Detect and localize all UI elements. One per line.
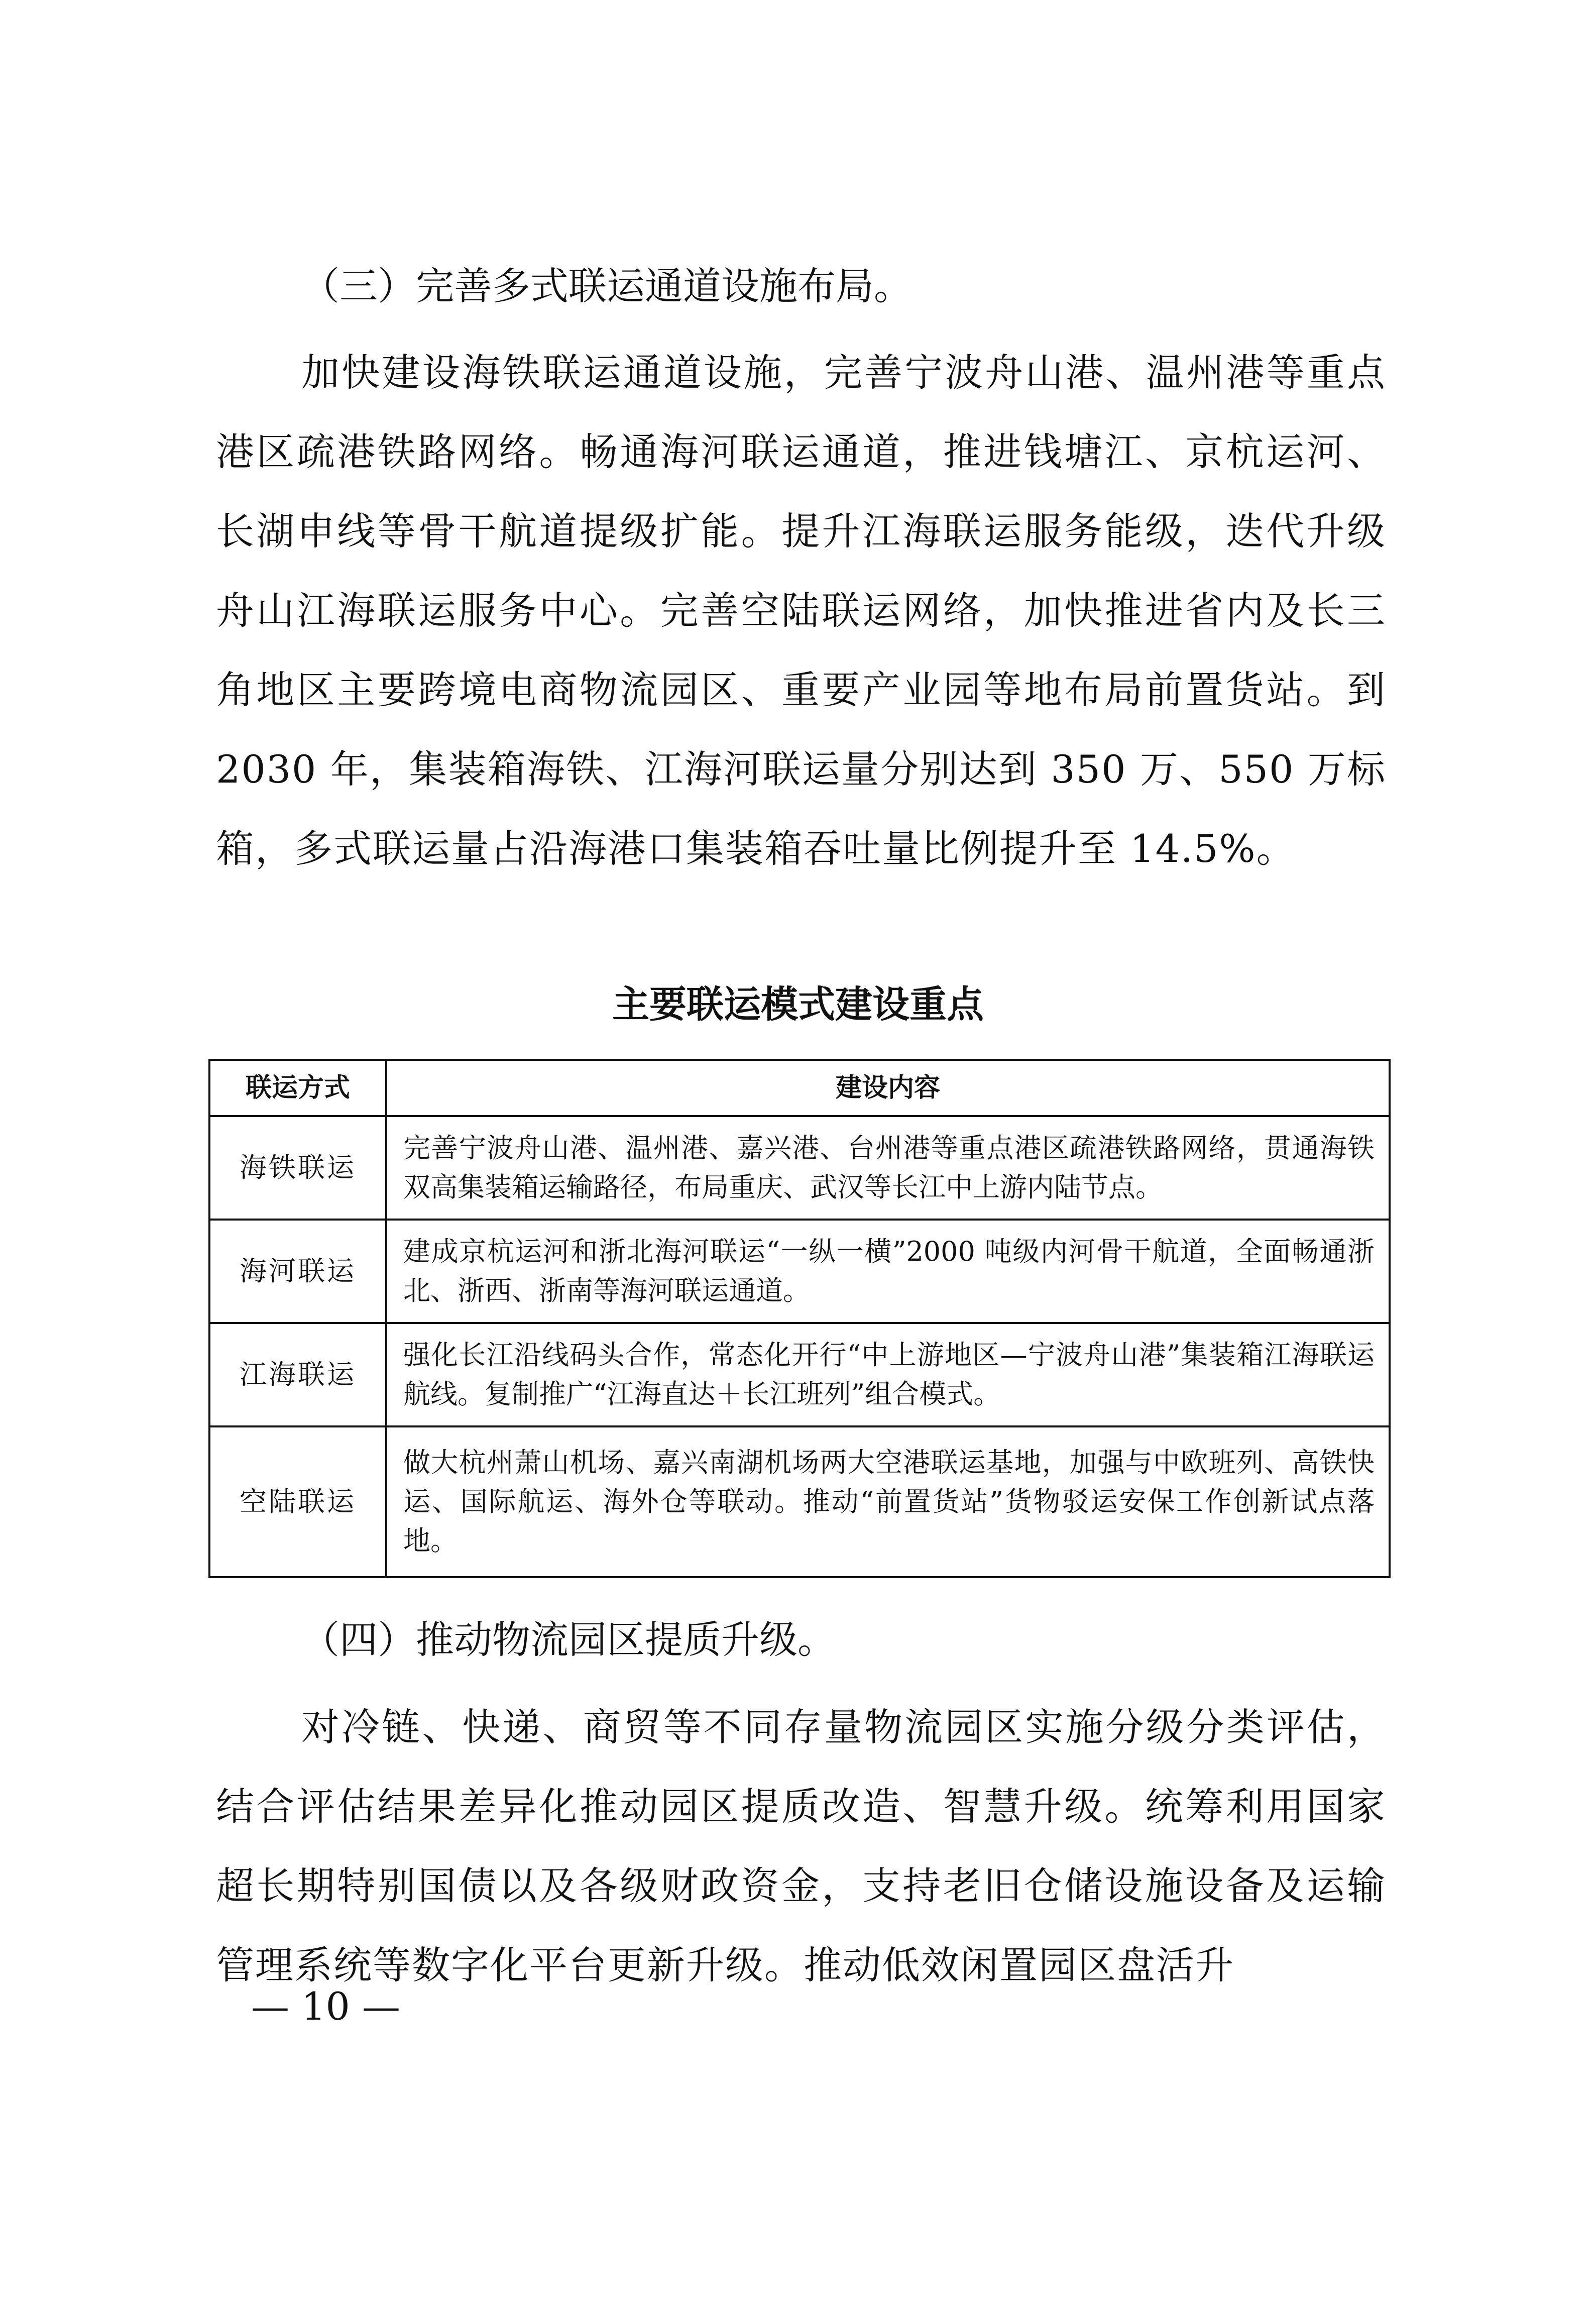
header-content: 建设内容 <box>386 1060 1390 1116</box>
table-header-row <box>209 1060 1390 1116</box>
row-content: 强化长江沿线码头合作，常态化开行“中上游地区—宁波舟山港”集装箱江海联运航线。复制推广“江海直达＋长江班列”组合模式。 <box>386 1323 1390 1426</box>
section-4-heading: （四）推动物流园区提质升级。 <box>301 1617 836 1662</box>
row-mode: 空陆联运 <box>209 1426 386 1577</box>
transport-modes-table <box>208 1059 1391 1578</box>
section-3-paragraph: 加快建设海铁联运通道设施，完善宁波舟山港、温州港等重点港区疏港铁路网络。畅通海河联运通道，推进钱塘江、京杭运河、长湖申线等骨干航道提级扩能。提升江海联运服务能级，迭代升级舟山江海联运服务中心。完善空陆联运网络，加快推进省内及长三角地区主要跨境电商物流园区、重要产业园等地布局前置货站。到 2030 年，集装箱海铁、江海河联运量分别达到 350 万、550 万标箱，多式联运量占沿海港口集装箱吞吐量比例提升至 14.5%。 <box>216 350 1386 871</box>
header-mode: 联运方式 <box>209 1060 386 1116</box>
section-4-paragraph: 对冷链、快递、商贸等不同存量物流园区实施分级分类评估，结合评估结果差异化推动园区提质改造、智慧升级。统筹利用国家超长期特别国债以及各级财政资金，支持老旧仓储设施设备及运输管理系统等数字化平台更新升级。推动低效闲置园区盘活升 <box>216 1705 1386 1988</box>
row-mode: 海河联运 <box>209 1220 386 1323</box>
table-row <box>209 1323 1390 1426</box>
table-row <box>209 1426 1390 1577</box>
section-3-heading: （三）完善多式联运通道设施布局。 <box>301 264 912 308</box>
row-content: 做大杭州萧山机场、嘉兴南湖机场两大空港联运基地，加强与中欧班列、高铁快运、国际航运、海外仓等联动。推动“前置货站”货物驳运安保工作创新试点落地。 <box>386 1426 1390 1577</box>
table-row <box>209 1220 1390 1323</box>
row-content: 完善宁波舟山港、温州港、嘉兴港、台州港等重点港区疏港铁路网络，贯通海铁双高集装箱运输路径，布局重庆、武汉等长江中上游内陆节点。 <box>386 1116 1390 1220</box>
row-content: 建成京杭运河和浙北海河联运“一纵一横”2000 吨级内河骨干航道，全面畅通浙北、浙西、浙南等海河联运通道。 <box>386 1220 1390 1323</box>
row-mode: 江海联运 <box>209 1323 386 1426</box>
table-title: 主要联运模式建设重点 <box>612 983 984 1026</box>
row-mode: 海铁联运 <box>209 1116 386 1220</box>
page-number: — 10 — <box>251 1984 401 2029</box>
table-row <box>209 1116 1390 1220</box>
